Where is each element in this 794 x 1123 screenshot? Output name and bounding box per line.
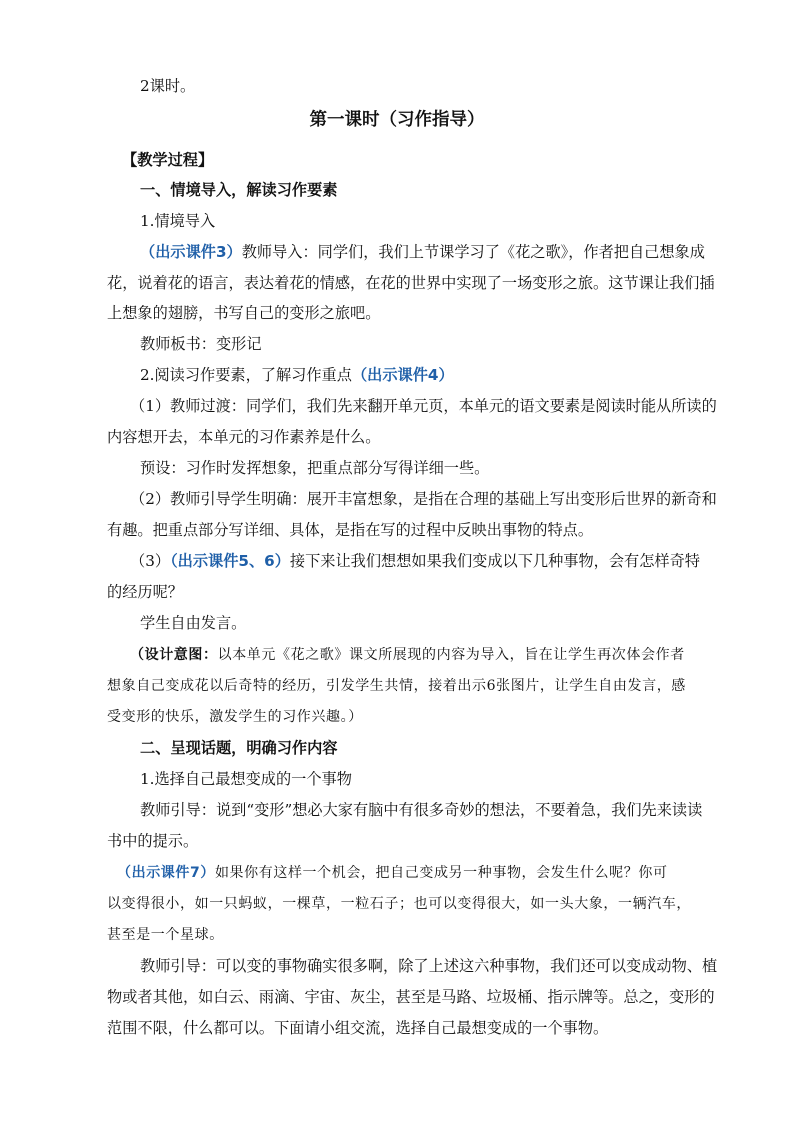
subheading (140, 769, 352, 789)
text-line (107, 894, 691, 914)
courseware-marker: （出示课件5、6） (170, 552, 290, 570)
text: 教师引导：可以变的事物确实很多啊，除了上述这六种事物，我们还可以变成动物、植 (140, 957, 718, 975)
design-note (130, 645, 685, 665)
design-note-label: （设计意图： (130, 647, 218, 663)
subheading (140, 365, 454, 385)
text: 受变形的快乐，激发学生的习作兴趣。） (107, 709, 363, 725)
design-note (107, 676, 686, 696)
text: 【教学过程】 (122, 151, 214, 169)
text-line (130, 551, 700, 571)
text-line (117, 863, 668, 883)
page-title: 第一课时（习作指导） (309, 110, 485, 130)
text: 以本单元《花之歌》课文所展现的内容为导入，旨在让学生再次体会作者 (217, 647, 685, 663)
text-line (107, 1018, 608, 1038)
text: 有趣。把重点部分写详细、具体，是指在写的过程中反映出事物的特点。 (107, 521, 593, 539)
text-line (107, 925, 224, 945)
text: 的经历呢？ (107, 583, 183, 601)
text: 花，说着花的语言，表达着花的情感，在花的世界中实现了一场变形之旅。这节课让我们插 (107, 274, 715, 292)
text-line (107, 427, 380, 447)
text-line (140, 242, 705, 262)
subheading (140, 211, 215, 231)
section-heading (140, 180, 337, 200)
text-line (140, 334, 262, 354)
text: 一、情境导入，解读习作要素 (140, 181, 338, 199)
text-line (130, 489, 717, 509)
text: 教师引导：说到“变形”想必大家有脑中有很多奇妙的想法，不要着急，我们先来读读 (140, 801, 703, 819)
text: 上想象的翅膀，书写自己的变形之旅吧。 (107, 304, 381, 322)
text: （1）教师过渡：同学们，我们先来翻开单元页，本单元的语文要素是阅读时能从所读的 (130, 397, 717, 415)
text: 2.阅读习作要素，了解习作重点 (140, 366, 352, 384)
text: 学生自由发言。 (140, 614, 247, 632)
text: （3） (130, 552, 171, 570)
text-line (130, 396, 717, 416)
courseware-marker: （出示课件7） (117, 865, 215, 881)
text: 教师板书：变形记 (140, 335, 262, 353)
text: 内容想开去，本单元的习作素养是什么。 (107, 428, 381, 446)
courseware-marker: （出示课件3） (140, 243, 242, 261)
text: 1.情境导入 (140, 212, 216, 230)
text-line (107, 831, 198, 851)
text: 以变得很小，如一只蚂蚁，一棵草，一粒石子；也可以变得很大，如一头大象，一辆汽车， (107, 896, 691, 912)
text: 想象自己变成花以后奇特的经历，引发学生共情，接着出示6张图片，让学生自由发言，感 (107, 678, 686, 694)
text: 1.选择自己最想变成的一个事物 (140, 770, 352, 788)
text-line (107, 273, 715, 293)
text-line (107, 582, 183, 602)
text: 2课时。 (140, 77, 196, 95)
text-line (140, 76, 195, 96)
text: 二、呈现话题，明确习作内容 (140, 739, 338, 757)
text: 甚至是一个星球。 (107, 927, 224, 943)
text: 预设：习作时发挥想象，把重点部分写得详细一些。 (140, 459, 490, 477)
text-line (140, 800, 702, 820)
text-line (140, 613, 246, 633)
text-line (140, 956, 717, 976)
text: 接下来让我们想想如果我们变成以下几种事物，会有怎样奇特 (289, 552, 700, 570)
courseware-marker: （出示课件4） (351, 366, 454, 384)
text-line (107, 303, 380, 323)
text: （2）教师引导学生明确：展开丰富想象，是指在合理的基础上写出变形后世界的新奇和 (130, 490, 717, 508)
design-note (107, 707, 363, 727)
section-heading (140, 738, 337, 758)
text-line (107, 987, 715, 1007)
text-line (140, 458, 489, 478)
text-line (107, 520, 593, 540)
text: 书中的提示。 (107, 832, 199, 850)
text: 物或者其他，如白云、雨滴、宇宙、灰尘，甚至是马路、垃圾桶、指示牌等。总之，变形的 (107, 988, 715, 1006)
text: 范围不限，什么都可以。下面请小组交流，选择自己最想变成的一个事物。 (107, 1019, 609, 1037)
text: 如果你有这样一个机会，把自己变成另一种事物，会发生什么呢？你可 (214, 865, 668, 881)
text: 教师导入：同学们，我们上节课学习了《花之歌》，作者把自己想象成 (241, 243, 705, 261)
section-heading (122, 150, 213, 170)
